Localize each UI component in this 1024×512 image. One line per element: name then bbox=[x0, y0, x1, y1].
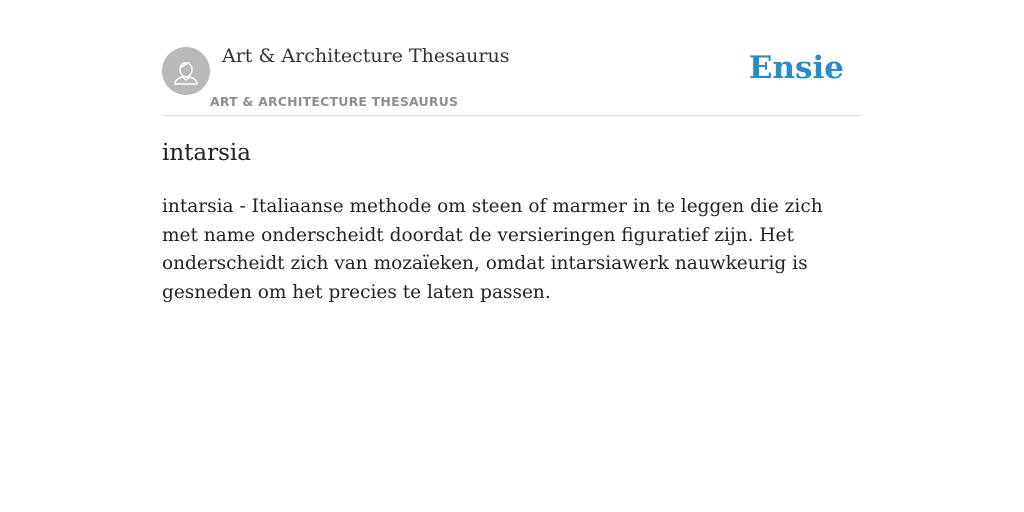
brand-logo[interactable]: Ensie bbox=[748, 50, 844, 86]
user-silhouette-icon bbox=[162, 47, 210, 95]
entry-title: intarsia bbox=[162, 140, 251, 166]
author-name[interactable]: Art & Architecture Thesaurus bbox=[222, 45, 510, 67]
author-avatar[interactable] bbox=[162, 47, 210, 95]
entry-header bbox=[162, 0, 862, 116]
page-container bbox=[162, 0, 862, 303]
entry-definition: intarsia - Italiaanse methode om steen of marmer in te leggen die zich met name onderscheidt doordat de versieringen figuratief zijn. Het onderscheidt zich van mozaïeken, omdat intarsiawerk nauwkeurig is gesneden om het precies te laten passen. bbox=[162, 196, 823, 303]
source-name[interactable]: ART & ARCHITECTURE THESAURUS bbox=[210, 94, 459, 109]
